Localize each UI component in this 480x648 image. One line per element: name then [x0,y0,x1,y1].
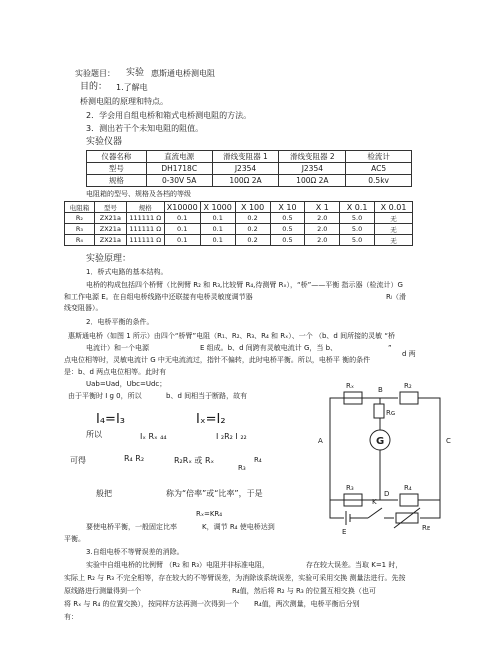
table-cell: J2354 [279,163,346,175]
label-c: C [446,437,451,445]
table-cell: 111111 Ω [126,224,164,235]
paragraph-line: Rₗ（滑 [386,293,407,301]
section-1-title: 1．桥式电路的基本结构。 [86,268,168,276]
instruments-table [86,150,412,187]
table-cell: 0.2 [235,213,270,224]
table-header-cell: 电阻箱 [65,202,95,213]
principle-heading: 实验原理： [86,254,132,264]
equation: Rₓ=KR₄ [196,510,223,518]
table-cell: 100Ω 2A [212,175,279,187]
page-title: 惠斯通电桥测电阻 [151,69,215,78]
table-cell: 0.2 [235,235,270,246]
label-rg: Rɢ [386,409,396,417]
label-d: D [384,490,390,498]
table-row [65,224,413,235]
equation: I₄=I₃ [96,412,125,427]
equation: R₃ [238,464,246,472]
table-cell: DH1718C [146,163,212,175]
instruments-heading: 实验仪器 [86,137,123,147]
table-cell: 直流电源 [146,151,212,163]
table-cell: 111111 Ω [126,213,164,224]
table-cell: 型号 [87,163,147,175]
table-cell: 检流计 [346,151,412,163]
equation: R₄ [254,456,262,464]
paragraph-line: 存在较大误差。当取 K=1 时， [306,561,403,569]
equation: Uab=Uad，Ubc=Udc； [86,380,167,388]
table-cell: 0.1 [200,235,235,246]
table-cell: 2.0 [305,235,340,246]
label-g: G [376,436,385,447]
table-header-cell: X 10 [270,202,305,213]
rheostat-arrow [394,508,420,528]
table-header-cell: X 100 [235,202,270,213]
label-re: Rᴇ [422,524,431,532]
paragraph-line: 称为“倍率”或“比率”，于是 [166,489,263,498]
table-row [87,175,412,187]
table-cell: 0.1 [164,224,200,235]
paragraph-line: 可得 [70,456,86,465]
table-header-row [65,202,413,213]
label-rx: Rₓ [346,382,354,390]
label-k: K [372,498,377,506]
paragraph-line: 和工作电源 E。在自组电桥线路中还联接有电桥灵敏度调节器 [64,293,253,301]
resistance-box-table [64,201,413,246]
section-2-title: 2．电桥平衡的条件。 [86,318,154,326]
table-cell: 0.5 [270,224,305,235]
purpose-label: 目的： [80,82,108,92]
equation: Iₓ=I₂ [196,412,226,427]
table-cell: 0.5kv [346,175,412,187]
paragraph-line: R₄值，两次测量，电桥平衡后分别 [254,600,360,608]
paragraph-line: 将 Rₓ 与 R₄ 的位置交换），按同样方法再测一次得到一个 [64,600,240,608]
title-label: 实验题目： [75,69,115,78]
paragraph-line: b、d 间相当于断路，故有 [166,392,248,400]
paragraph-line: K，调节 R₄ 使电桥达到 [202,523,275,531]
equation: R₄ R₂ [124,454,145,463]
paragraph-line: 原线路进行测量得到一个 [64,587,141,595]
bridge-circuit-diagram [310,370,470,535]
table-cell: 0.5 [270,235,305,246]
paragraph-line: 所以 [86,430,102,439]
table-cell: 0.1 [164,213,200,224]
paragraph-line: ” [388,344,392,352]
equation: R₂Rₓ 或 Rₓ [174,456,215,465]
paragraph-line: 要使电桥平衡，一般固定比率 [86,523,177,531]
table-cell: R₄ [65,235,95,246]
switch-lever [368,508,382,518]
table-cell: 滑线变阻器 1 [212,151,279,163]
r2-resistor [400,392,418,404]
paragraph-line: 线变阻器）。 [64,304,103,312]
paragraph-line: 实验中自组电桥的比例臂 （R₂ 和 R₃）电阻并非标准电阻， [86,561,270,569]
table-cell: ZX21a [94,213,126,224]
label-e: E [342,528,347,535]
table-cell: 无 [375,213,413,224]
paragraph-line: 平衡。 [64,535,85,543]
table-cell: 5.0 [340,213,375,224]
table-header-cell: 型号 [94,202,126,213]
r4-resistor [400,494,418,506]
purpose-item-1: 1.了解电 [116,83,148,92]
section-3-title: 3.自组电桥不等臂误差的消除。 [86,548,184,556]
paragraph-line: 有： [64,613,78,621]
table-header-cell: X10000 [164,202,200,213]
table-cell: 111111 Ω [126,235,164,246]
table-cell: R₃ [65,224,95,235]
table-cell: 0.2 [235,224,270,235]
table-cell: 滑线变阻器 2 [279,151,346,163]
purpose-item-3: 3．测出若干个未知电阻的阻值。 [86,124,204,133]
paragraph-line: d 两 [402,350,416,358]
label-r4: R₄ [404,484,412,492]
paragraph-line: 实际上 R₂ 与 R₃ 不完全相等，存在较大的不等臂误差，为消除该系统误差，实验可采用交换 测量法进行。先按 [64,574,406,582]
table-row [87,151,412,163]
paragraph-line: 点电位相等时，灵敏电流计 G 中无电流流过，指针不偏转，此时电桥平衡。所以，电桥平 衡的条件 [64,356,371,364]
paragraph-line: 般把 [96,489,112,498]
title-experiment: 实验 [126,68,145,78]
purpose-item-2: 2．学会用自组电桥和箱式电桥测电阻的方法。 [86,111,252,120]
equation: Iₓ Rₓ ₄₄ [140,432,167,441]
label-r2: R₂ [404,382,412,390]
paragraph-line: 由于平衡时 I g 0，所以 [68,392,142,400]
table-cell: J2354 [212,163,279,175]
table-cell: 0.1 [200,224,235,235]
label-b: B [378,386,383,394]
table-cell: 0.1 [200,213,235,224]
table-header-cell: X 0.01 [375,202,413,213]
table-row [87,163,412,175]
table-header-cell: X 1000 [200,202,235,213]
table-cell: ZX21a [94,235,126,246]
table-cell: R₂ [65,213,95,224]
table-cell: 0.1 [164,235,200,246]
table-header-cell: X 1 [305,202,340,213]
table-cell: 100Ω 2A [279,175,346,187]
label-a: A [318,437,323,445]
paragraph-line: 是：b、d 两点电位相等。此时有 [64,368,167,376]
table-cell: 无 [375,235,413,246]
table-cell: 5.0 [340,224,375,235]
table-row [65,213,413,224]
paragraph-line: 电桥的构成包括四个桥臂（比例臂 R₂ 和 R₃,比较臂 R₄,待测臂 Rₓ），“桥”——平衡 指示器（检流计）G [86,281,403,289]
paragraph-line: 电流计）和一个电源 [86,344,149,352]
table-cell: 0-30V 5A [146,175,212,187]
table-cell: 规格 [87,175,147,187]
table-cell: 无 [375,224,413,235]
table-cell: ZX21a [94,224,126,235]
table-cell: 5.0 [340,235,375,246]
paragraph-line: R₄值，然后将 R₂ 与 R₃ 的位置互相交换（也可 [232,587,376,595]
table-row [65,235,413,246]
paragraph-line: E 组成。b、d 间跨有灵敏电流计 G，当 b、 [200,344,338,352]
table-header-cell: 规格 [126,202,164,213]
table-cell: 2.0 [305,224,340,235]
label-r3: R₃ [346,484,354,492]
table-cell: 仪器名称 [87,151,147,163]
table-cell: 0.5 [270,213,305,224]
table-header-cell: X 0.1 [340,202,375,213]
purpose-item-1-cont: 桥测电阻的原理和特点。 [80,97,168,106]
table-cell: 2.0 [305,213,340,224]
equation: I ₂R₂ I ₂₂ [216,432,247,441]
rg-resistor [374,404,384,418]
boxes-caption: 电阻箱的型号、规格及各档的等级 [86,190,191,198]
paragraph-line: 惠斯通电桥（如图 1 所示）由四个“桥臂”电阻（R₁、R₂、R₃、R₄ 和 Rₓ）、一个 （b、d 间所接的灵敏 “桥 [68,332,395,340]
table-cell: AC5 [346,163,412,175]
